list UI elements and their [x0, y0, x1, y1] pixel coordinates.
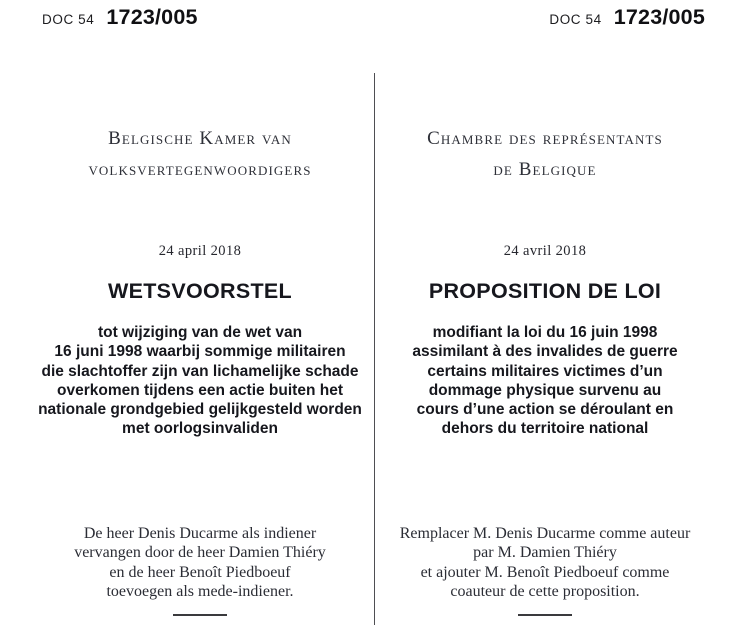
doc-label-left: DOC 54	[42, 12, 95, 27]
section-end-rule-fr	[518, 614, 572, 616]
amendment-text-nl	[22, 524, 378, 601]
chamber-name-nl-line2: volksvertegenwoordigers	[88, 159, 312, 180]
document-date-fr: 24 avril 2018	[503, 243, 587, 259]
document-type-nl: WETSVOORSTEL	[108, 279, 292, 303]
doc-number-left: 1723/005	[106, 5, 198, 29]
amendment-fr-line: coauteur de cette proposition.	[450, 582, 640, 600]
chamber-name-fr-line1: Chambre des représentants	[427, 128, 663, 149]
subtitle-nl-line: die slachtoffer zijn van lichamelijke schade	[41, 362, 359, 380]
chamber-name-fr-line2: de Belgique	[493, 159, 597, 180]
amendment-nl-line: vervangen door de heer Damien Thiéry	[74, 544, 326, 562]
doc-label-right: DOC 54	[549, 12, 602, 27]
amendment-nl-line: en de heer Benoît Piedboeuf	[109, 563, 291, 581]
subtitle-nl-line: nationale grondgebied gelijkgesteld worden	[38, 401, 362, 419]
subtitle-fr-line: modifiant la loi du 16 juin 1998	[432, 324, 658, 341]
chamber-name-nl-line1: Belgische Kamer van	[108, 128, 292, 149]
document-subtitle-fr	[370, 323, 720, 439]
document-date-nl: 24 april 2018	[158, 243, 242, 259]
subtitle-nl-line: tot wijziging van de wet van	[97, 324, 303, 341]
subtitle-nl-line: 16 juni 1998 waarbij sommige militairen	[54, 343, 346, 361]
amendment-fr-line: et ajouter M. Benoît Piedboeuf comme	[420, 563, 670, 581]
document-type-fr: PROPOSITION DE LOI	[428, 279, 662, 303]
chamber-name-fr	[375, 123, 715, 185]
document-subtitle-nl	[25, 323, 375, 439]
section-end-rule-nl	[173, 614, 227, 616]
chamber-name-nl	[30, 123, 370, 185]
subtitle-fr-line: certains militaires victimes d’un	[427, 362, 663, 380]
amendment-fr-line: Remplacer M. Denis Ducarme comme auteur	[399, 525, 691, 542]
amendment-nl-line: De heer Denis Ducarme als indiener	[83, 525, 317, 542]
subtitle-nl-line: overkomen tijdens een actie buiten het	[57, 381, 343, 399]
amendment-fr-line: par M. Damien Thiéry	[473, 544, 617, 562]
dutch-column	[40, 0, 360, 625]
subtitle-nl-line: met oorlogsinvaliden	[122, 420, 278, 438]
subtitle-fr-line: cours d’une action se déroulant en	[416, 401, 674, 419]
amendment-text-fr	[367, 524, 723, 601]
subtitle-fr-line: assimilant à des invalides de guerre	[412, 343, 678, 361]
subtitle-fr-line: dehors du territoire national	[441, 420, 649, 438]
doc-number-right: 1723/005	[613, 5, 705, 29]
french-column	[385, 0, 705, 625]
amendment-nl-line: toevoegen als mede-indiener.	[106, 582, 294, 600]
subtitle-fr-line: dommage physique survenu au	[428, 381, 662, 399]
